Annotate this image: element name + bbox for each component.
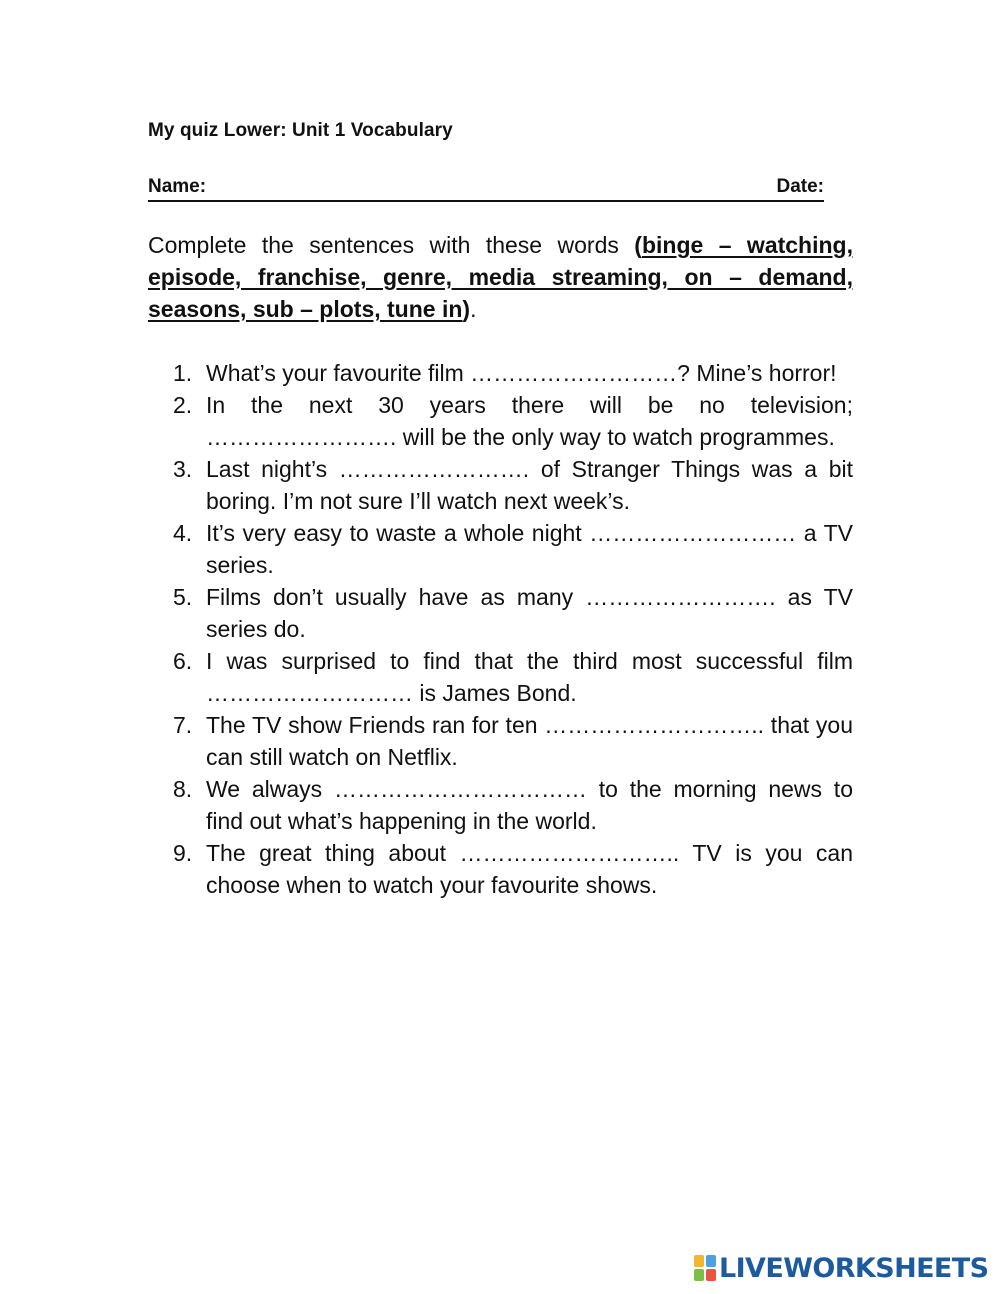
date-label: Date: [776,176,824,197]
word-bank: binge – watching, episode, franchise, genre, media streaming, on – demand, seasons, sub – plots, tune in [148,232,853,322]
question-number: 2. [173,392,193,418]
page-title: My quiz Lower: Unit 1 Vocabulary [148,120,453,141]
question-item [173,453,853,517]
question-item [173,709,853,773]
question-item [173,357,853,389]
close-paren: ) [462,296,471,322]
logo-square-green [694,1269,704,1281]
open-paren: ( [634,232,642,258]
question-item [173,517,853,581]
name-date-line [148,176,824,202]
question-number: 7. [173,712,193,738]
question-number: 5. [173,584,193,610]
question-number: 3. [173,456,193,482]
question-item [173,837,853,901]
question-text: Last night’s ……………………. of Stranger Things was a bit boring. I’m not sure I’ll watch next week’s. [206,456,853,514]
question-item [173,645,853,709]
question-text: The TV show Friends ran for ten ……………………….. that you can still watch on Netflix. [206,712,853,770]
question-list [173,357,853,901]
logo-square-red [706,1269,716,1281]
instructions-end: . [470,296,477,322]
question-number: 9. [173,840,193,866]
question-number: 1. [173,360,193,386]
question-item [173,581,853,645]
question-text: We always …………………………… to the morning news to find out what’s happening in the world. [206,776,853,834]
question-number: 8. [173,776,193,802]
logo-text: LIVEWORKSHEETS [719,1252,989,1284]
logo-square-blue [706,1255,716,1267]
instructions [148,229,853,325]
question-text: Films don’t usually have as many ……………………. as TV series do. [206,584,853,642]
question-text: What’s your favourite film ………………………? Mine’s horror! [206,360,837,386]
logo-square-yellow [694,1255,704,1267]
instructions-lead: Complete the sentences with these words [148,232,635,258]
question-text: The great thing about ……………………….. TV is you can choose when to watch your favourite shows. [206,840,853,898]
question-item [173,773,853,837]
question-text: In the next 30 years there will be no television; ……………………. will be the only way to watch programmes. [206,392,853,450]
question-text: I was surprised to find that the third most successful film ……………………… is James Bond. [206,648,853,706]
liveworksheets-logo-icon [694,1255,716,1281]
name-label: Name: [148,176,207,197]
question-number: 6. [173,648,193,674]
question-item [173,389,853,453]
question-number: 4. [173,520,193,546]
liveworksheets-logo [694,1252,988,1284]
question-text: It’s very easy to waste a whole night ……………………… a TV series. [206,520,853,578]
